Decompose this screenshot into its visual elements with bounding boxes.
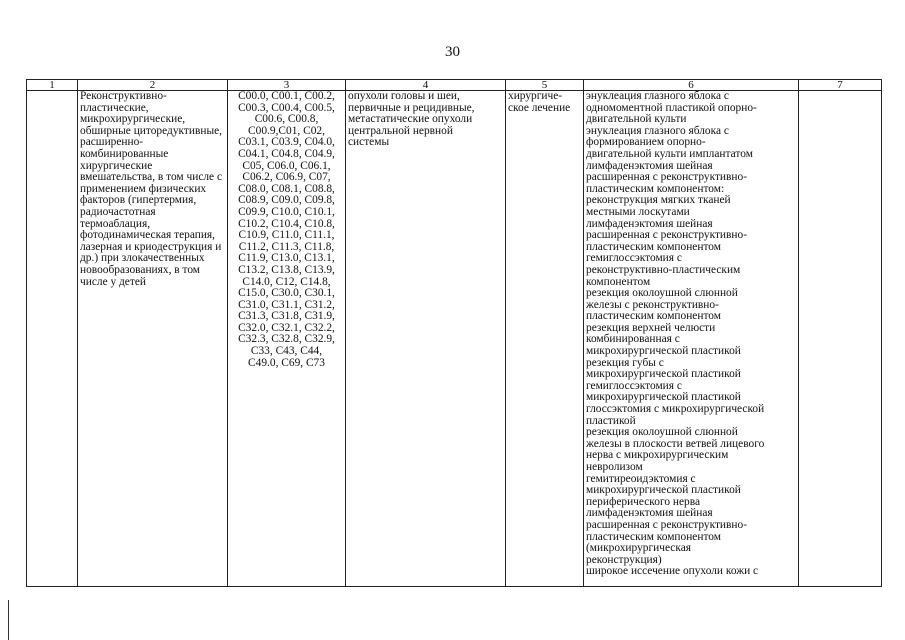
- treatment-type-line: ское лечение: [508, 101, 571, 114]
- procedure-line: гемитиреоидэктомия с: [586, 472, 696, 485]
- header-cell-7: 7: [799, 80, 882, 91]
- page-number: 30: [445, 44, 460, 60]
- icd-code-line: C13.2, C13.8, C13.9,: [238, 263, 335, 276]
- header-cell-2: 2: [78, 80, 228, 91]
- icd-code-line: C10.9, C11.0, C11.1,: [238, 229, 335, 242]
- icd-code-line: C06.2, C06.9, C07,: [242, 171, 331, 184]
- procedure-line: резекция верхней челюсти: [586, 321, 716, 334]
- procedure-line: реконструкция мягких тканей: [586, 194, 731, 207]
- icd-code-line: C32.0, C32.1, C32.2,: [238, 321, 335, 334]
- icd-code-line: C31.0, C31.1, C31.2,: [238, 298, 335, 311]
- header-cell-5: 5: [506, 80, 584, 91]
- icd-code-line: C04.1, C04.8, C04.9,: [238, 147, 335, 160]
- procedure-line: местными лоскутами: [586, 205, 690, 218]
- procedure-line: двигательной культи: [586, 113, 687, 126]
- procedure-line: реконструкция): [586, 553, 662, 566]
- header-cell-1: 1: [27, 80, 78, 91]
- cell-col1: [27, 91, 78, 587]
- cell-diagnosis: [346, 91, 506, 587]
- procedure-line: комбинированная с: [586, 333, 680, 346]
- procedure-line: резекция околоушной слюнной: [586, 287, 738, 300]
- procedure-line: формированием опорно-: [586, 136, 706, 149]
- icd-code-line: C08.0, C08.1, C08.8,: [238, 182, 335, 195]
- procedure-line: двигательной культи имплантатом: [586, 147, 753, 160]
- icd-code-line: C05, C06.0, C06.1,: [242, 159, 331, 172]
- cell-icd-codes: [228, 91, 346, 587]
- procedure-line: расширенная с реконструктивно-: [586, 171, 747, 184]
- diagnosis-line: первичные и рецидивные,: [348, 101, 475, 114]
- procedure-line: расширенная с реконструктивно-: [586, 518, 747, 531]
- procedure-line: расширенная с реконструктивно-: [586, 229, 747, 242]
- procedure-line: реконструктивно-пластическим: [586, 263, 741, 276]
- procedure-line: лимфаденэктомия шейная: [586, 507, 713, 520]
- procedure-line: энуклеация глазного яблока с: [586, 90, 729, 102]
- procedure-line: компонентом: [586, 275, 651, 288]
- diagnosis-line: центральной нервной: [348, 124, 453, 137]
- intervention-type-text: Реконструктивно-пластические, микрохирургические, обширные циторедуктивные, расширенно-комбинированные хирургические вмешательства, в том числе с применением физических факторов (гипертермия, радиочастотная термоаблация, фотодинамическая терапия, лазерная и криодеструкция и др.) при злокачественных новообразованиях, в том числе у детей: [80, 90, 223, 288]
- procedure-line: железы в плоскости ветвей лицевого: [586, 437, 765, 450]
- procedure-line: пластическим компонентом:: [586, 182, 725, 195]
- diagnosis-line: опухоли головы и шеи,: [348, 90, 460, 102]
- procedure-line: глоссэктомия с микрохирургической: [586, 403, 765, 416]
- procedure-line: микрохирургической пластикой: [586, 391, 741, 404]
- icd-code-line: C11.9, C13.0, C13.1,: [238, 252, 335, 265]
- procedure-line: широкое иссечение опухоли кожи с: [586, 565, 759, 578]
- document-table: [26, 79, 882, 587]
- procedure-line: пластическим компонентом: [586, 240, 721, 253]
- icd-code-line: C33, C43, C44,: [250, 345, 323, 358]
- header-cell-3: 3: [228, 80, 346, 91]
- icd-code-line: C14.0, C12, C14.8,: [242, 275, 331, 288]
- header-cell-4: 4: [346, 80, 506, 91]
- procedure-line: лимфаденэктомия шейная: [586, 159, 713, 172]
- icd-code-line: C00.6, C00.8,: [254, 113, 319, 126]
- icd-code-line: C09.9, C10.0, C10.1,: [238, 205, 335, 218]
- procedure-line: микрохирургической пластикой: [586, 484, 741, 497]
- procedure-line: микрохирургической пластикой: [586, 345, 741, 358]
- procedure-line: железы с реконструктивно-: [586, 298, 719, 311]
- icd-code-line: C10.2, C10.4, C10.8,: [238, 217, 335, 230]
- procedure-line: резекция околоушной слюнной: [586, 426, 738, 439]
- procedure-line: пластикой: [586, 414, 636, 427]
- procedure-line: лимфаденэктомия шейная: [586, 217, 713, 230]
- procedure-line: гемиглоссэктомия с: [586, 379, 682, 392]
- treatment-type-line: хирургиче-: [508, 90, 563, 102]
- cell-treatment-type: [506, 91, 584, 587]
- icd-code-line: C08.9, C09.0, C09.8,: [238, 194, 335, 207]
- procedure-line: (микрохирургическая: [586, 542, 692, 555]
- header-row: [27, 80, 882, 91]
- icd-code-line: C00.3, C00.4, C00.5,: [238, 101, 335, 114]
- procedure-line: энуклеация глазного яблока с: [586, 124, 729, 137]
- header-cell-6: 6: [584, 80, 799, 91]
- procedure-line: пластическим компонентом: [586, 530, 721, 543]
- icd-code-line: C03.1, C03.9, C04.0,: [238, 136, 335, 149]
- cell-procedures: [584, 91, 799, 587]
- icd-code-line: C15.0, C30.0, C30.1,: [238, 287, 335, 300]
- icd-code-line: C11.2, C11.3, C11.8,: [238, 240, 335, 253]
- procedure-line: нерва с микрохирургическим: [586, 449, 729, 462]
- procedure-line: одномоментной пластикой опорно-: [586, 101, 757, 114]
- table-row: [27, 91, 882, 587]
- icd-code-line: C00.0, C00.1, C00.2,: [238, 90, 335, 102]
- cell-intervention-type: [78, 91, 228, 587]
- cell-col7: [799, 91, 882, 587]
- procedure-line: гемиглоссэктомия с: [586, 252, 682, 265]
- icd-code-line: C31.3, C31.8, C31.9,: [238, 310, 335, 323]
- procedure-line: невролизом: [586, 461, 643, 473]
- icd-code-line: C32.3, C32.8, C32.9,: [238, 333, 335, 346]
- icd-code-line: C49.0, C69, C73: [248, 356, 325, 369]
- diagnosis-line: метастатические опухоли: [348, 113, 473, 126]
- procedure-line: резекция губы с: [586, 356, 664, 369]
- margin-line: [8, 600, 9, 640]
- icd-code-line: C00.9,C01, C02,: [248, 124, 325, 137]
- procedure-line: микрохирургической пластикой: [586, 368, 741, 381]
- procedure-line: пластическим компонентом: [586, 310, 721, 323]
- diagnosis-line: системы: [348, 136, 390, 149]
- procedure-line: периферического нерва: [586, 495, 701, 508]
